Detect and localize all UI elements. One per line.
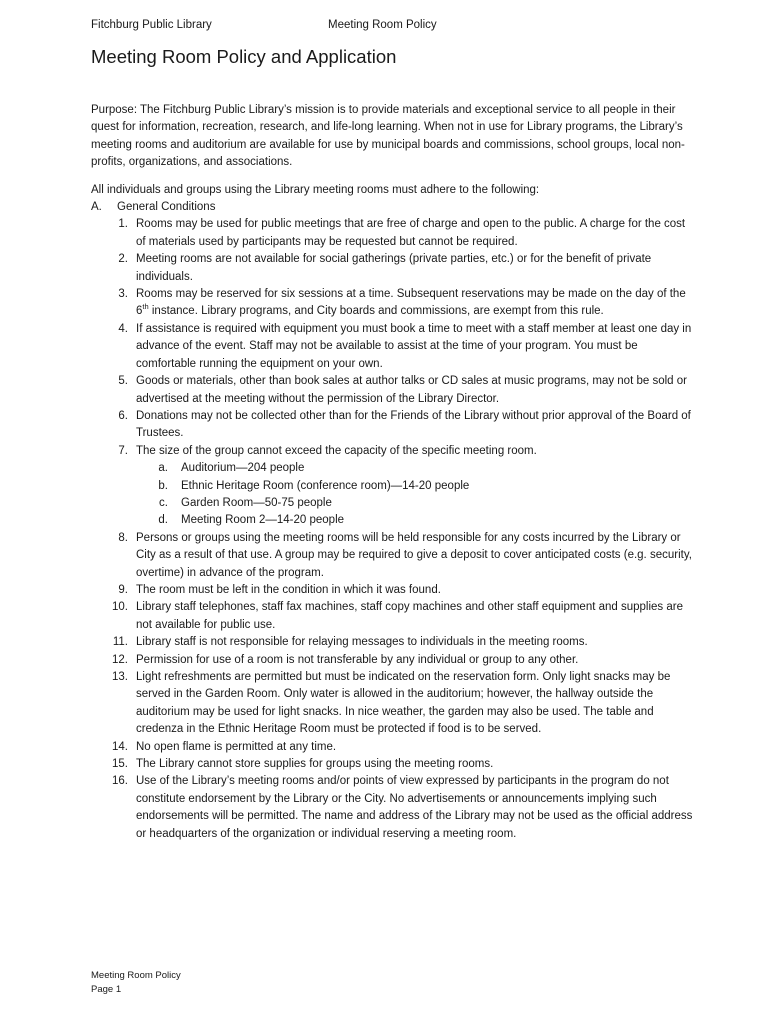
rule-text: Donations may not be collected other than for the Friends of the Library without prior approval of the Board of Trustees. [136,409,691,440]
subitem-text: Garden Room—50-75 people [181,496,332,509]
rule-number: 11. [112,636,128,649]
rule-number: 10. [112,601,128,614]
rule-text: Persons or groups using the meeting rooms will be held responsible for any costs incurred by the Library or City as a result of that use. A group may be required to give a deposit to cover anticipated costs (e.g. security, overtime) in advance of the program. [136,531,692,579]
purpose-paragraph: Purpose: The Fitchburg Public Library’s mission is to provide materials and exceptional service to all people in their quest for information, recreation, research, and life-long learning. When not in use for Library programs, the Library’s meeting rooms and auditorium are available for use by municipal boards and commissions, school groups, local non-profits, organizations, and associations. [91,104,685,169]
rule-item [91,286,696,321]
rule-item [91,373,696,408]
rule-text: Library staff telephones, staff fax machines, staff copy machines and other staff equipment and supplies are not available for public use. [136,601,684,631]
rule-item [91,773,696,843]
rule-number: 15. [112,758,128,771]
rule-text: No open flame is permitted at any time. [136,740,337,753]
rule-number: 6. [118,409,128,422]
page-footer [91,969,181,997]
header-library-name: Fitchburg Public Library [91,19,212,31]
subitem-letter: a. [158,462,168,475]
rule-text: Library staff is not responsible for relaying messages to individuals in the meeting rooms. [136,636,588,649]
rule-item [91,739,696,756]
document-body [91,102,696,843]
room-capacity-item [136,460,696,477]
rule-number: 7. [118,444,128,457]
rules-list [91,216,696,843]
rule-text: Goods or materials, other than book sales at author talks or CD sales at music programs, may not be sold or advertised at the meeting without the permission of the Library Director. [136,375,687,405]
footer-page-number: Page 1 [91,984,122,995]
subitem-text: Ethnic Heritage Room (conference room)—14-20 people [181,479,470,492]
room-capacity-item [136,478,696,495]
rule-text: Meeting rooms are not available for social gatherings (private parties, etc.) or for the benefit of private individuals. [136,253,652,283]
subitem-letter: d. [158,514,168,527]
rule-text [136,288,686,317]
rule-text: If assistance is required with equipment you must book a time to meet with a staff member at least one day in advance of the event. Staff may not be available to assist at the time of your program. You must be comfortable running the equipment on your own. [136,322,692,370]
rule-number: 12. [112,653,128,666]
room-capacity-list [136,460,696,530]
rule-number: 1. [118,218,128,231]
intro-paragraph: All individuals and groups using the Library meeting rooms must adhere to the following: [91,183,540,196]
rule-number: 5. [118,375,128,388]
room-capacity-item [136,495,696,512]
rule-text-part: Rooms may be reserved for six sessions at a time. Subsequent reservations may be made on the day of the 6 [136,288,686,318]
section-letter: A. [91,201,102,214]
rule-item [91,756,696,773]
rule-item [91,669,696,739]
page-header [91,19,691,37]
rule-item [91,582,696,599]
rule-number: 4. [118,322,128,335]
ordinal-superscript: th [142,302,149,312]
rule-number: 3. [118,288,128,301]
rule-item [91,443,696,530]
rule-number: 8. [118,531,128,544]
section-title: General Conditions [117,201,216,214]
rule-text: The size of the group cannot exceed the capacity of the specific meeting room. [136,444,537,457]
rule-text: The Library cannot store supplies for groups using the meeting rooms. [136,758,494,771]
rule-number: 16. [112,775,128,788]
rule-text-part: instance. Library programs, and City boards and commissions, are exempt from this rule. [148,305,604,318]
rule-number: 9. [118,583,128,596]
rule-item [91,251,696,286]
header-document-name: Meeting Room Policy [328,19,437,31]
subitem-letter: c. [159,496,168,509]
rule-item [91,634,696,651]
rule-item [91,321,696,373]
rule-number: 13. [112,671,128,683]
page-title: Meeting Room Policy and Application [91,46,397,67]
subitem-letter: b. [158,479,168,492]
rule-text: Rooms may be used for public meetings that are free of charge and open to the public. A charge for the cost of materials used by participants may be requested but cannot be required. [136,218,686,248]
rule-number: 14. [112,740,128,753]
rule-number: 2. [118,253,128,266]
rule-text: Permission for use of a room is not transferable by any individual or group to any other. [136,653,579,666]
rule-text: Use of the Library’s meeting rooms and/or points of view expressed by participants in the program do not constitute endorsement by the Library or the City. No advertisements or announcements implying such endorsements will be permitted. The name and address of the Library may not be used as the official address or headquarters of the organization or individual reserving a meeting room. [136,775,693,840]
footer-title: Meeting Room Policy [91,970,181,981]
rule-item [91,408,696,443]
rule-text: The room must be left in the condition in which it was found. [136,583,441,596]
section-general-conditions [91,199,696,216]
rule-text: Light refreshments are permitted but must be indicated on the reservation form. Only light snacks may be served in the Garden Room. Only water is allowed in the auditorium; however, the hallway outside the auditorium may be used for light snacks. In nice weather, the garden may also be used. The table and credenza in the Ethnic Heritage Room must be protected if food is to be served. [136,671,671,736]
rule-item [91,530,696,582]
rule-item [91,652,696,669]
rule-item [91,599,696,634]
subitem-text: Auditorium—204 people [181,462,305,475]
room-capacity-item [136,512,696,529]
subitem-text: Meeting Room 2—14-20 people [181,514,345,527]
rule-item [91,216,696,251]
